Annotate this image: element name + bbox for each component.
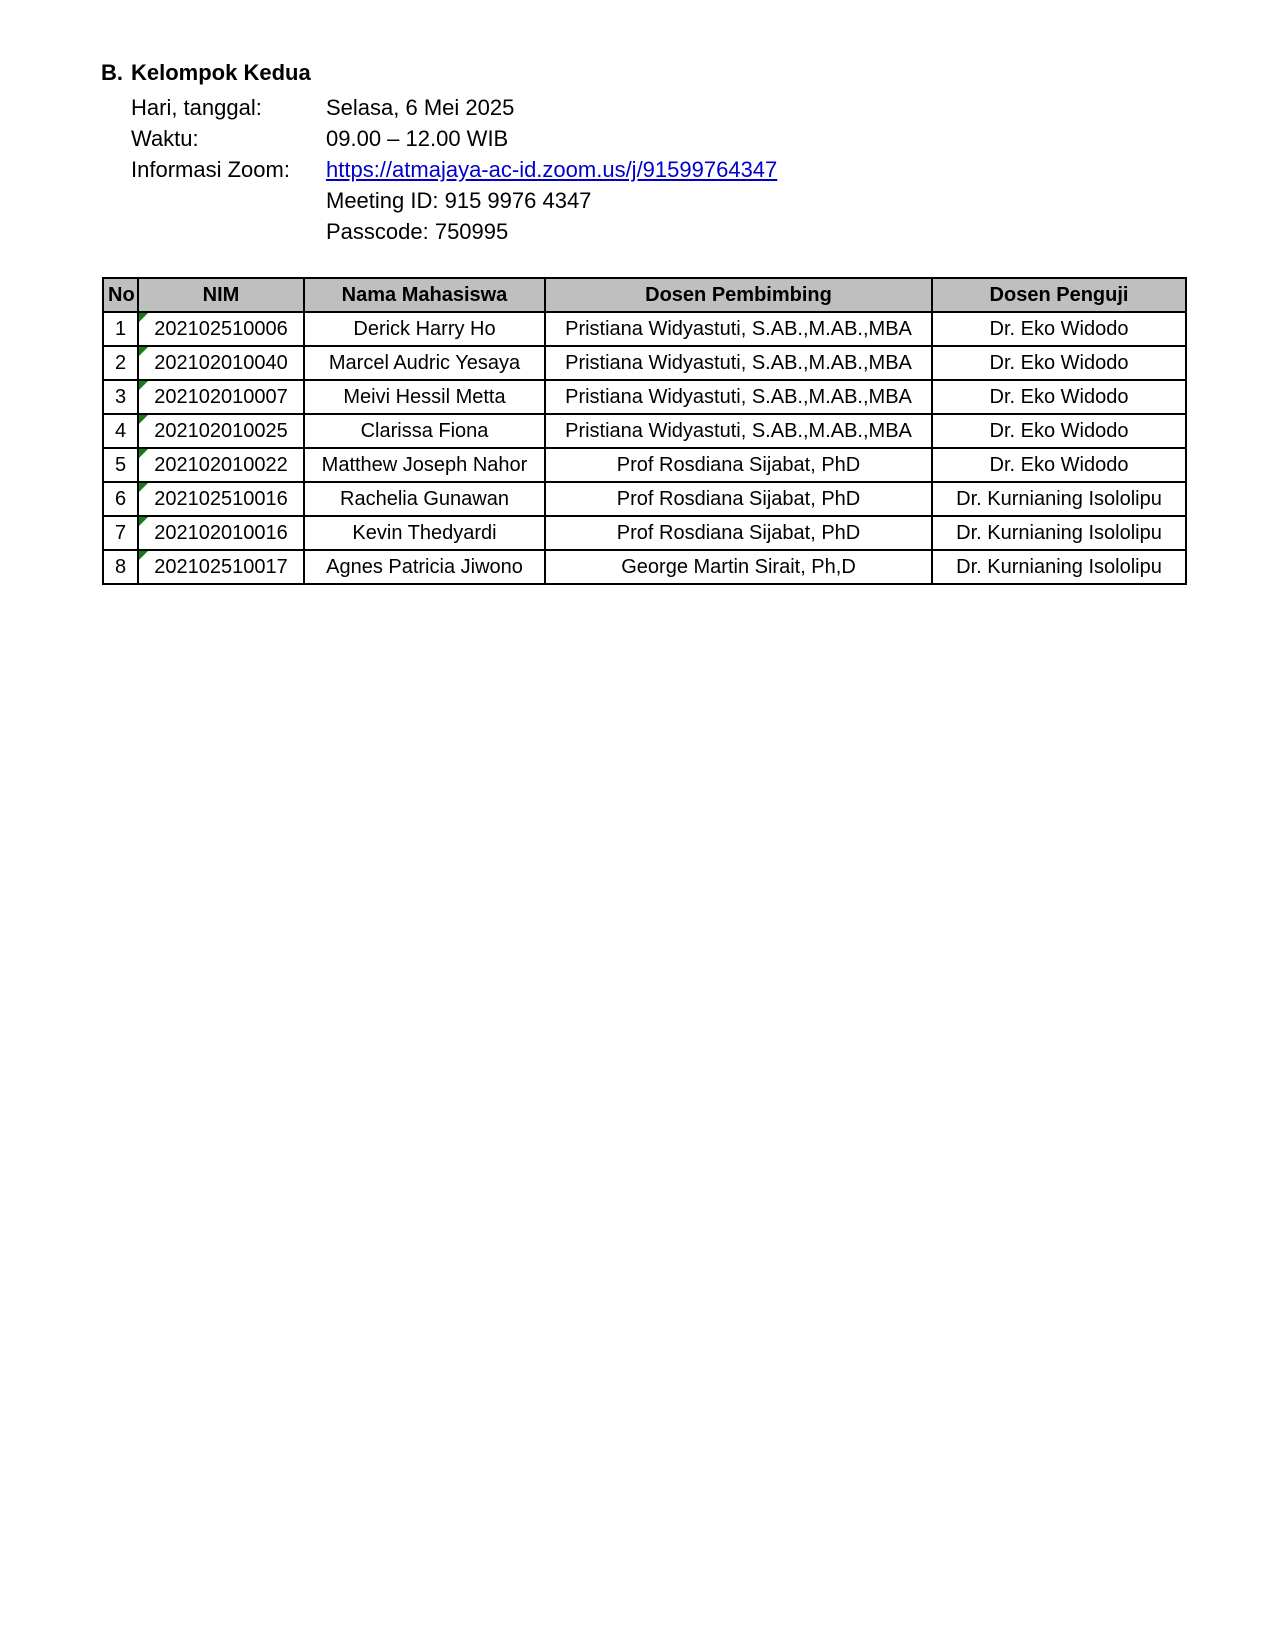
cell-student-name: Clarissa Fiona [304,414,545,448]
date-label: Hari, tanggal: [131,95,262,120]
cell-marker-icon [139,313,148,322]
cell-student-name: Rachelia Gunawan [304,482,545,516]
cell-no: 1 [103,312,138,346]
cell-marker-icon [139,517,148,526]
section-letter: B. [101,60,123,85]
cell-student-name: Kevin Thedyardi [304,516,545,550]
table-row [103,516,1186,550]
zoom-link[interactable]: https://atmajaya-ac-id.zoom.us/j/91599764347 [326,157,778,182]
cell-marker-icon [139,551,148,560]
cell-nim [138,414,304,448]
time-value: 09.00 – 12.00 WIB [326,126,509,151]
cell-supervisor: Pristiana Widyastuti, S.AB.,M.AB.,MBA [545,414,932,448]
cell-no: 8 [103,550,138,584]
table-row [103,482,1186,516]
cell-nim [138,550,304,584]
cell-student-name: Matthew Joseph Nahor [304,448,545,482]
cell-examiner: Dr. Kurnianing Isololipu [932,482,1186,516]
cell-no: 5 [103,448,138,482]
cell-supervisor: Pristiana Widyastuti, S.AB.,M.AB.,MBA [545,380,932,414]
nim-value: 202102510017 [154,555,288,578]
cell-nim [138,380,304,414]
section-title: Kelompok Kedua [131,60,311,85]
cell-marker-icon [139,483,148,492]
cell-marker-icon [139,347,148,356]
cell-no: 3 [103,380,138,414]
header-no: No [103,278,138,312]
date-value: Selasa, 6 Mei 2025 [326,95,515,120]
cell-examiner: Dr. Kurnianing Isololipu [932,516,1186,550]
nim-value: 202102010016 [154,521,288,544]
table-row [103,550,1186,584]
cell-examiner: Dr. Eko Widodo [932,380,1186,414]
nim-value: 202102510006 [154,317,288,340]
table-row [103,312,1186,346]
cell-examiner: Dr. Eko Widodo [932,312,1186,346]
cell-supervisor: George Martin Sirait, Ph,D [545,550,932,584]
table-row [103,380,1186,414]
cell-no: 7 [103,516,138,550]
nim-value: 202102010022 [154,453,288,476]
cell-supervisor: Prof Rosdiana Sijabat, PhD [545,448,932,482]
cell-student-name: Derick Harry Ho [304,312,545,346]
cell-marker-icon [139,449,148,458]
nim-value: 202102510016 [154,487,288,510]
header-nama-mahasiswa: Nama Mahasiswa [304,278,545,312]
table-header-row [103,278,1186,312]
cell-student-name: Meivi Hessil Metta [304,380,545,414]
cell-examiner: Dr. Eko Widodo [932,414,1186,448]
passcode: Passcode: 750995 [326,219,509,244]
nim-value: 202102010040 [154,351,288,374]
cell-no: 4 [103,414,138,448]
cell-student-name: Marcel Audric Yesaya [304,346,545,380]
cell-examiner: Dr. Kurnianing Isololipu [932,550,1186,584]
cell-nim [138,516,304,550]
time-label: Waktu: [131,126,199,151]
cell-examiner: Dr. Eko Widodo [932,346,1186,380]
cell-nim [138,448,304,482]
section-heading [101,60,311,86]
cell-examiner: Dr. Eko Widodo [932,448,1186,482]
meeting-id: Meeting ID: 915 9976 4347 [326,188,592,213]
header-dosen-penguji: Dosen Penguji [932,278,1186,312]
cell-nim [138,312,304,346]
header-dosen-pembimbing: Dosen Pembimbing [545,278,932,312]
table-row [103,414,1186,448]
header-nim: NIM [138,278,304,312]
cell-supervisor: Pristiana Widyastuti, S.AB.,M.AB.,MBA [545,312,932,346]
cell-supervisor: Prof Rosdiana Sijabat, PhD [545,482,932,516]
nim-value: 202102010007 [154,385,288,408]
nim-value: 202102010025 [154,419,288,442]
table-row [103,346,1186,380]
cell-nim [138,482,304,516]
cell-nim [138,346,304,380]
cell-no: 6 [103,482,138,516]
zoom-label: Informasi Zoom: [131,157,290,182]
cell-marker-icon [139,415,148,424]
cell-marker-icon [139,381,148,390]
cell-student-name: Agnes Patricia Jiwono [304,550,545,584]
cell-supervisor: Pristiana Widyastuti, S.AB.,M.AB.,MBA [545,346,932,380]
cell-supervisor: Prof Rosdiana Sijabat, PhD [545,516,932,550]
student-schedule-table [102,277,1187,585]
table-row [103,448,1186,482]
cell-no: 2 [103,346,138,380]
